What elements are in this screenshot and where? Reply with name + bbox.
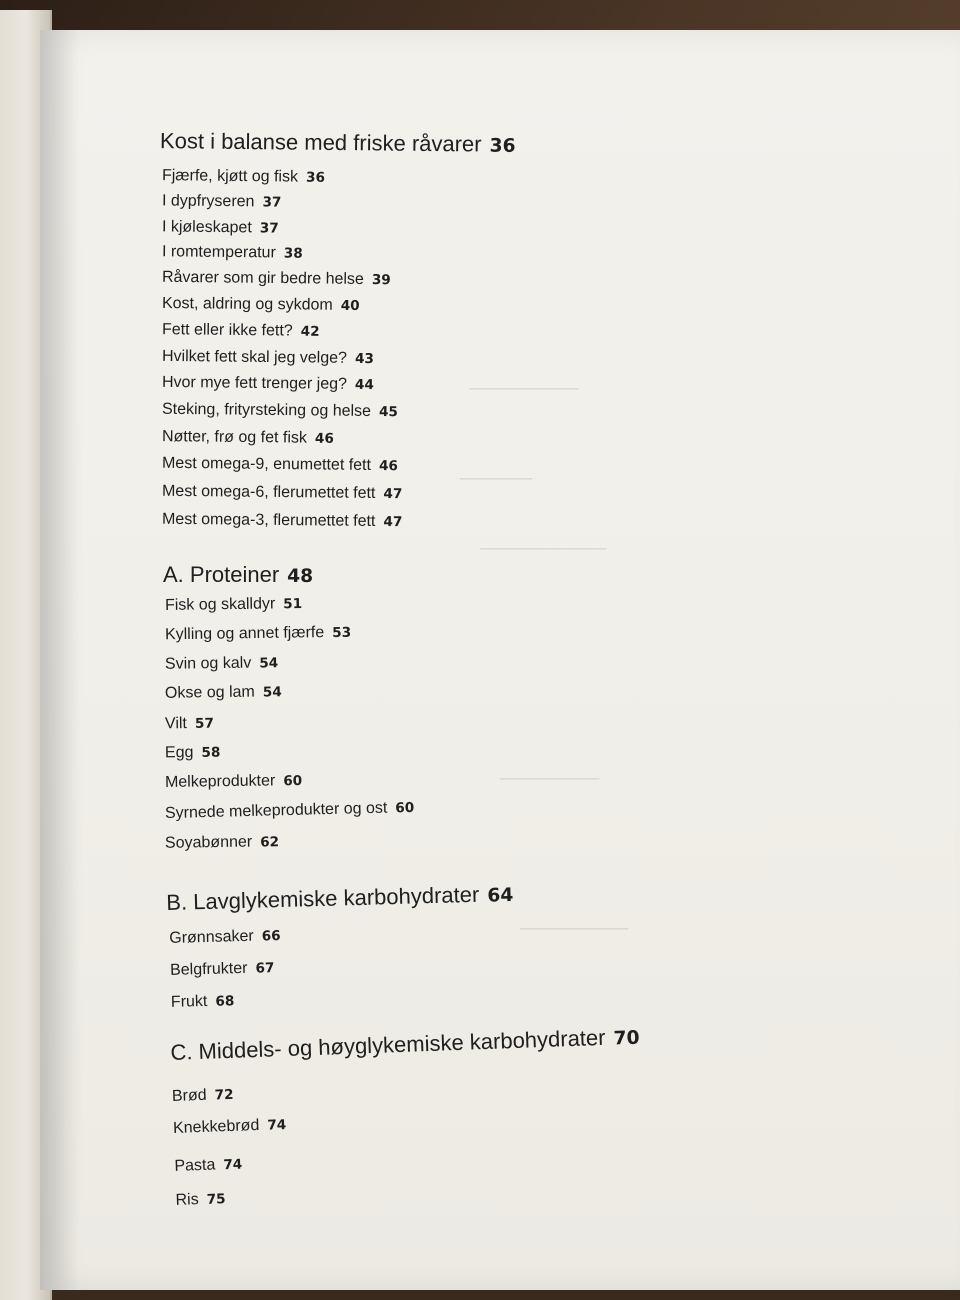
toc-entry bbox=[162, 348, 374, 368]
entry-label: Grønnsaker bbox=[169, 927, 254, 947]
show-through-text: ──────── bbox=[460, 470, 533, 488]
entry-label: Nøtter, frø og fet fisk bbox=[161, 428, 308, 447]
section-heading bbox=[163, 562, 313, 588]
entry-label: Syrnede melkeprodukter og ost bbox=[164, 799, 388, 823]
entry-label: Hvilket fett skal jeg velge? bbox=[161, 347, 348, 367]
section-page-number: 64 bbox=[487, 884, 514, 907]
entry-page-number: 38 bbox=[283, 245, 303, 262]
show-through-text: ──────────── bbox=[470, 380, 579, 398]
entry-page-number: 72 bbox=[214, 1086, 234, 1104]
toc-entry bbox=[162, 321, 320, 341]
entry-label: Pasta bbox=[174, 1156, 216, 1175]
entry-page-number: 62 bbox=[260, 834, 280, 851]
section-title: Kost i balanse med friske råvarer bbox=[159, 128, 482, 157]
entry-page-number: 66 bbox=[261, 928, 281, 945]
toc-entry bbox=[162, 455, 398, 475]
entry-page-number: 67 bbox=[255, 960, 275, 977]
entry-label: Knekkebrød bbox=[172, 1116, 260, 1137]
section-page-number: 70 bbox=[613, 1027, 640, 1050]
entry-page-number: 58 bbox=[201, 744, 221, 761]
entry-label: Soyabønner bbox=[164, 833, 253, 852]
toc-entry bbox=[174, 1156, 242, 1176]
toc-entry bbox=[162, 483, 403, 504]
entry-page-number: 37 bbox=[262, 194, 282, 211]
entry-label: Melkeprodukter bbox=[164, 772, 276, 791]
section-heading bbox=[160, 128, 516, 158]
show-through-text: ──────────── bbox=[520, 920, 629, 938]
entry-label: Belgfrukter bbox=[169, 959, 248, 979]
entry-label: Brød bbox=[171, 1086, 207, 1105]
toc-entry bbox=[165, 654, 278, 674]
entry-label: Mest omega-3, flerumettet fett bbox=[161, 510, 376, 530]
toc-entry bbox=[162, 374, 374, 394]
entry-label: Fisk og skalldyr bbox=[164, 595, 276, 614]
toc-entry bbox=[162, 243, 303, 262]
entry-page-number: 36 bbox=[305, 169, 326, 186]
entry-label: Frukt bbox=[170, 992, 208, 1011]
entry-label: Fett eller ikke fett? bbox=[161, 321, 293, 340]
entry-label: Ris bbox=[175, 1191, 199, 1209]
entry-page-number: 37 bbox=[259, 220, 279, 237]
entry-label: Svin og kalv bbox=[164, 654, 252, 673]
entry-page-number: 43 bbox=[354, 350, 374, 368]
entry-page-number: 47 bbox=[383, 486, 403, 503]
entry-label: Mest omega-6, flerumettet fett bbox=[161, 482, 376, 502]
entry-page-number: 42 bbox=[300, 323, 320, 340]
show-through-text: ─────────── bbox=[500, 770, 600, 788]
show-through-text: ────────────── bbox=[480, 540, 607, 558]
toc-entry bbox=[165, 595, 302, 615]
entry-page-number: 60 bbox=[395, 799, 415, 817]
toc-entry bbox=[165, 833, 279, 853]
entry-page-number: 57 bbox=[194, 715, 214, 732]
section-title: C. Middels- og høyglykemiske karbohydrater bbox=[170, 1024, 606, 1065]
entry-label: Kylling og annet fjærfe bbox=[164, 624, 325, 644]
toc-entry bbox=[175, 1190, 226, 1210]
entry-page-number: 39 bbox=[371, 272, 391, 289]
toc-entry bbox=[165, 683, 282, 703]
toc-entry bbox=[162, 218, 279, 237]
entry-page-number: 46 bbox=[314, 430, 334, 447]
entry-page-number: 40 bbox=[340, 297, 360, 315]
entry-page-number: 53 bbox=[332, 624, 352, 641]
entry-page-number: 74 bbox=[267, 1117, 287, 1134]
entry-page-number: 68 bbox=[215, 993, 235, 1010]
toc-entry bbox=[165, 772, 302, 792]
toc-entry bbox=[170, 959, 275, 980]
entry-page-number: 75 bbox=[206, 1191, 226, 1208]
entry-page-number: 47 bbox=[383, 514, 403, 531]
entry-label: I romtemperatur bbox=[161, 243, 276, 262]
toc-entry bbox=[162, 167, 325, 187]
section-page-number: 36 bbox=[489, 135, 516, 157]
toc-section-1 bbox=[159, 128, 516, 531]
entry-label: Okse og lam bbox=[164, 683, 255, 702]
section-page-number: 48 bbox=[287, 566, 314, 587]
toc-entry bbox=[165, 624, 351, 645]
entry-page-number: 44 bbox=[354, 376, 374, 394]
toc-entry bbox=[165, 715, 214, 734]
entry-label: Fjærfe, kjøtt og fisk bbox=[161, 167, 299, 186]
entry-page-number: 45 bbox=[378, 404, 398, 421]
toc-section-a bbox=[163, 562, 415, 852]
toc-entry bbox=[162, 295, 360, 315]
toc-entry bbox=[169, 927, 281, 948]
entry-label: Mest omega-9, enumettet fett bbox=[161, 454, 372, 474]
entry-label: Råvarer som gir bedre helse bbox=[161, 268, 364, 288]
entry-page-number: 51 bbox=[283, 596, 303, 613]
toc-entry bbox=[162, 428, 334, 448]
entry-label: Hvor mye fett trenger jeg? bbox=[161, 373, 348, 393]
toc-entry bbox=[162, 269, 391, 289]
toc-entry bbox=[162, 192, 282, 211]
section-title: A. Proteiner bbox=[163, 562, 280, 587]
entry-page-number: 46 bbox=[378, 458, 398, 475]
entry-page-number: 54 bbox=[262, 684, 282, 701]
entry-label: Egg bbox=[164, 743, 194, 762]
page-gutter-shadow bbox=[40, 30, 80, 1290]
entry-page-number: 74 bbox=[223, 1156, 243, 1174]
entry-label: Vilt bbox=[164, 715, 188, 733]
toc-entry bbox=[171, 992, 235, 1012]
entry-label: I dypfryseren bbox=[161, 192, 255, 211]
toc-entry bbox=[172, 1086, 234, 1106]
entry-label: Steking, frityrsteking og helse bbox=[161, 400, 372, 420]
section-title: B. Lavglykemiske karbohydrater bbox=[166, 881, 480, 915]
toc-entry bbox=[162, 511, 403, 532]
entry-label: I kjøleskapet bbox=[161, 218, 252, 237]
toc-entry bbox=[162, 401, 398, 421]
entry-label: Kost, aldring og sykdom bbox=[161, 294, 333, 314]
entry-page-number: 54 bbox=[259, 655, 279, 672]
toc-entry bbox=[165, 744, 221, 763]
entry-page-number: 60 bbox=[283, 773, 303, 790]
